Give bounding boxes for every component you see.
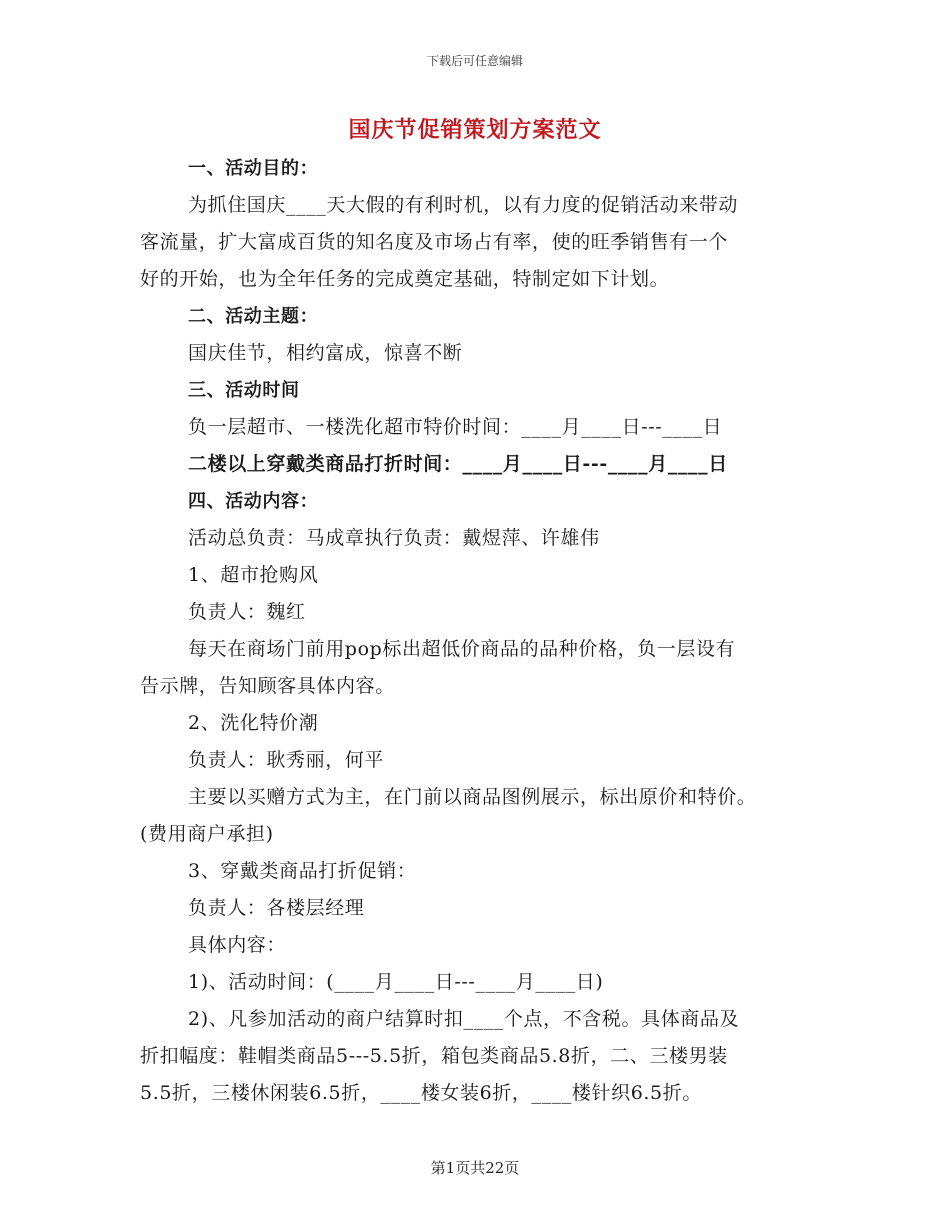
document-title: 国庆节促销策划方案范文 — [348, 118, 602, 143]
paragraph-line: 负责人：各楼层经理 — [188, 897, 365, 919]
paragraph-line: 3、穿戴类商品打折促销： — [188, 860, 417, 882]
paragraph-line: 活动总负责：马成章执行负责：戴煜萍、许雄伟 — [188, 527, 600, 549]
document-body — [140, 150, 816, 1112]
paragraph-line: 2、洗化特价潮 — [188, 712, 319, 734]
paragraph-line: 二楼以上穿戴类商品打折时间：____月____日---____月____日 — [188, 453, 728, 475]
paragraph-line: 主要以买赠方式为主，在门前以商品图例展示，标出原价和特价。 — [188, 786, 757, 808]
paragraph-line: (费用商户承担) — [140, 823, 274, 845]
paragraph-line: 负责人：魏红 — [188, 601, 306, 623]
paragraph-line: 为抓住国庆____天大假的有利时机，以有力度的促销活动来带动 — [188, 194, 739, 216]
section-heading: 三、活动时间 — [188, 380, 300, 401]
section-heading: 一、活动目的： — [188, 158, 319, 179]
paragraph-line: 具体内容： — [188, 934, 287, 956]
paragraph-line: 每天在商场门前用pop标出超低价商品的品种价格，负一层设有 — [188, 638, 736, 660]
page-footer: 第1页共22页 — [430, 1159, 520, 1177]
paragraph-line: 1、超市抢购风 — [188, 564, 319, 586]
paragraph-line: 1)、活动时间：(____月____日---____月____日) — [188, 971, 604, 993]
section-heading: 二、活动主题： — [188, 306, 319, 327]
paragraph-line: 负责人：耿秀丽，何平 — [188, 749, 385, 771]
paragraph-line: 5.5折，三楼休闲装6.5折，____楼女装6折，____楼针织6.5折。 — [140, 1082, 702, 1104]
paragraph-line: 客流量，扩大富成百货的知名度及市场占有率，使的旺季销售有一个 — [140, 231, 729, 253]
header-note: 下载后可任意编辑 — [426, 54, 523, 68]
paragraph-line: 折扣幅度：鞋帽类商品5---5.5折，箱包类商品5.8折，二、三楼男装 — [140, 1045, 728, 1067]
paragraph-line: 负一层超市、一楼洗化超市特价时间：____月____日---____日 — [188, 416, 723, 438]
paragraph-line: 好的开始，也为全年任务的完成奠定基础，特制定如下计划。 — [140, 268, 670, 290]
paragraph-line: 告示牌，告知顾客具体内容。 — [140, 675, 395, 697]
paragraph-line: 国庆佳节，相约富成，惊喜不断 — [188, 342, 463, 364]
paragraph-line: 2)、凡参加活动的商户结算时扣____个点，不含税。具体商品及 — [188, 1008, 740, 1030]
section-heading: 四、活动内容： — [188, 491, 319, 512]
